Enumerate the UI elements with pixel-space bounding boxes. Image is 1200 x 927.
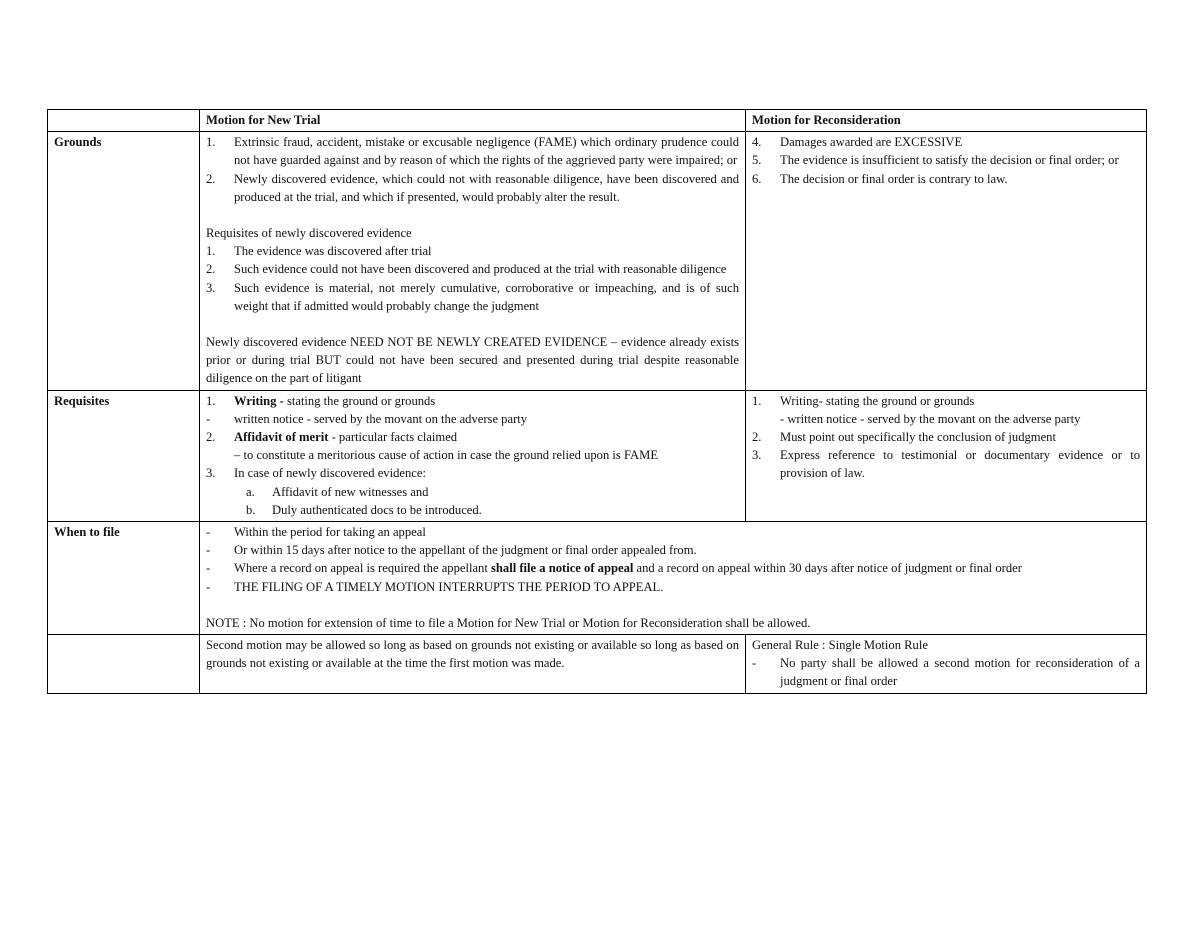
list-item: 2. Such evidence could not have been discovered and produced at the trial with reasonable diligence [206, 262, 727, 277]
header-row [48, 110, 1147, 132]
list-item: 6. The decision or final order is contrary to law. [752, 171, 1008, 186]
list-item: 3. In case of newly discovered evidence: [206, 466, 426, 481]
second-motion-row [48, 635, 1147, 694]
sub-list-item: b. Duly authenticated docs to be introduced. [246, 502, 482, 517]
second-motion-text: Second motion may be allowed so long as based on grounds not existing or available so long as based on grounds not existing or available at the time the first motion was made. [206, 638, 739, 671]
list-item: - written notice - served by the movant on the adverse party [206, 411, 528, 426]
header-new-trial-label: Motion for New Trial [206, 113, 321, 127]
list-item: - Where a record on appeal is required the appellant shall file a notice of appeal and a record on appeal within 30 days after notice of judgment or final order [206, 561, 1022, 576]
list-item-continuation: – to constitute a meritorious cause of action in case the ground relied upon is FAME [234, 448, 659, 463]
when-to-file-row [48, 522, 1147, 635]
grounds-new-trial-cell [200, 132, 746, 390]
newly-discovered-note: Newly discovered evidence NEED NOT BE NEWLY CREATED EVIDENCE – evidence already exists prior or during trial BUT could not have been secured and presented during trial despite reasonable diligence on the part of litigant [206, 335, 739, 386]
second-motion-reconsideration-cell [746, 635, 1147, 694]
list-item: 2. Must point out specifically the conclusion of judgment [752, 430, 1056, 445]
requisites-row [48, 390, 1147, 521]
comparison-table [47, 109, 1147, 694]
list-item: 5. The evidence is insufficient to satisfy the decision or final order; or [752, 153, 1119, 168]
row-label-when-to-file: When to file [48, 522, 200, 635]
list-item: - THE FILING OF A TIMELY MOTION INTERRUPTS THE PERIOD TO APPEAL. [206, 579, 664, 594]
second-motion-new-trial-cell [200, 635, 746, 694]
requisites-heading: Requisites of newly discovered evidence [206, 226, 412, 241]
extension-note: NOTE : No motion for extension of time to file a Motion for New Trial or Motion for Reconsideration shall be allowed. [206, 615, 811, 630]
list-item: 1. Writing - stating the ground or grounds [206, 393, 436, 408]
single-motion-rule-heading: General Rule : Single Motion Rule [752, 638, 928, 653]
header-empty-cell [48, 110, 200, 132]
when-to-file-cell [200, 522, 1147, 635]
requisites-reconsideration-cell [746, 390, 1147, 521]
list-item: - No party shall be allowed a second motion for reconsideration of a judgment or final order [752, 656, 1140, 689]
list-item: 3. Such evidence is material, not merely cumulative, corroborative or impeaching, and is of such weight that if admitted would probably change the judgment [206, 280, 739, 313]
list-item: 1. Extrinsic fraud, accident, mistake or excusable negligence (FAME) which ordinary prudence could not have guarded against and by reason of which the rights of the aggrieved party were impaired; or [206, 135, 739, 168]
list-item: - Or within 15 days after notice to the appellant of the judgment or final order appealed from. [206, 543, 697, 558]
list-item: 2. Newly discovered evidence, which could not with reasonable diligence, have been discovered and produced at the trial, and which if presented, would probably alter the result. [206, 171, 739, 204]
list-item: 3. Express reference to testimonial or documentary evidence or to provision of law. [752, 448, 1140, 481]
list-item: 2. Affidavit of merit - particular facts claimed [206, 430, 458, 445]
row-label-grounds: Grounds [48, 132, 200, 390]
list-item: 1. The evidence was discovered after trial [206, 244, 432, 259]
row-label-empty [48, 635, 200, 694]
header-reconsideration-label: Motion for Reconsideration [752, 113, 901, 127]
list-item: 1. Writing- stating the ground or grounds [752, 393, 975, 408]
list-item: - Within the period for taking an appeal [206, 525, 426, 540]
list-item-continuation: - written notice - served by the movant on the adverse party [780, 411, 1081, 426]
header-new-trial [200, 110, 746, 132]
list-item: 4. Damages awarded are EXCESSIVE [752, 135, 963, 150]
sub-list-item: a. Affidavit of new witnesses and [246, 484, 429, 499]
grounds-row [48, 132, 1147, 390]
header-reconsideration [746, 110, 1147, 132]
row-label-requisites: Requisites [48, 390, 200, 521]
requisites-new-trial-cell [200, 390, 746, 521]
grounds-reconsideration-cell [746, 132, 1147, 390]
